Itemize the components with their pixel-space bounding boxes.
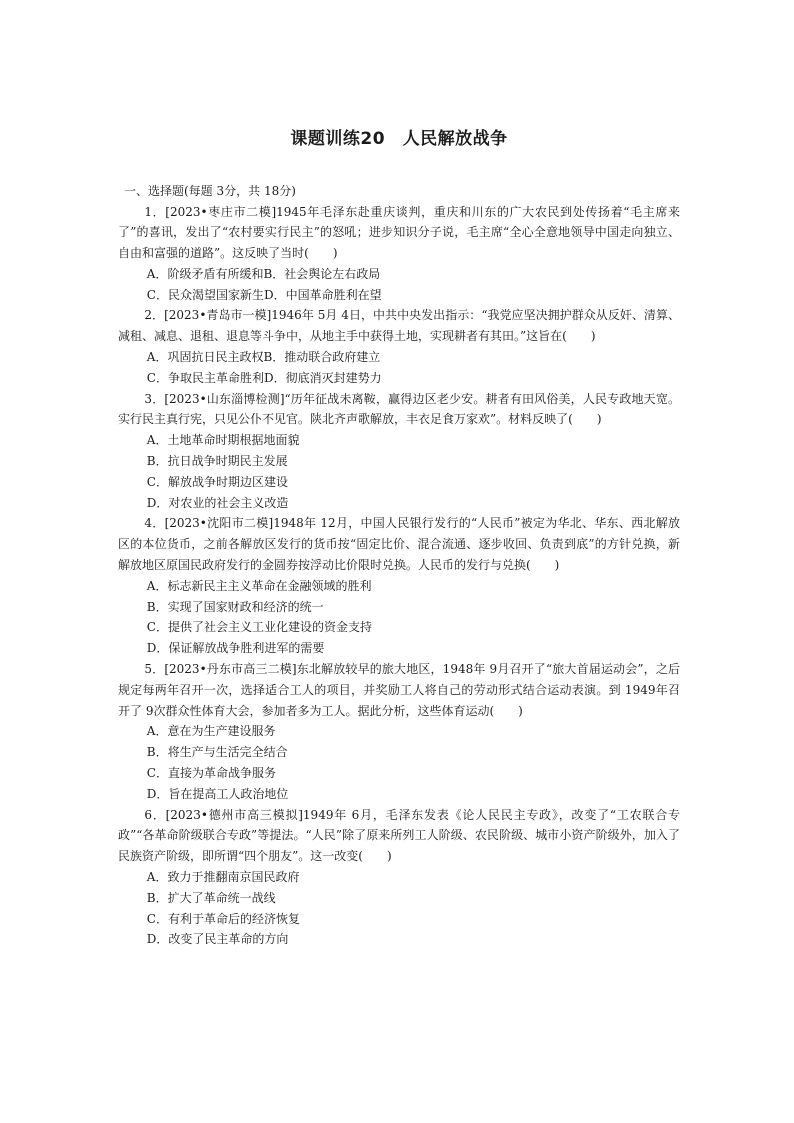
question-stem: 2．[2023•青岛市一模]1946年 5月 4日，中共中央发出指示：“我党应坚决拥护群众从反奸、清算、减租、减息、退租、退息等斗争中，从地主手中获得土地，实现耕者有其田。”这旨在( ) <box>118 308 680 344</box>
question-stem: 1．[2023•枣庄市二模]1945年毛泽东赴重庆谈判，重庆和川东的广大农民到处传扬着“毛主席来了”的喜讯，发出了“农村要实行民主”的怒吼；进步知识分子说，毛主席“全心全意地领导中国走向独立、自由和富强的道路”。这反映了当时( ) <box>118 204 680 261</box>
option-d: D．改变了民主革命的方向 <box>146 932 289 947</box>
question-stem: 5．[2023•丹东市高三二模]东北解放较早的旅大地区，1948年 9月召开了“旅大首届运动会”，之后规定每两年召开一次，选择适合工人的项目，并奖励工人将自己的劳动形式结合运动表演。到 1949年召开了 9次群众性体育大会，参加者多为工人。据此分析，这些体育运动( ) <box>118 662 680 718</box>
option-a: A．标志新民主主义革命在金融领域的胜利 <box>146 578 372 593</box>
option-c: C．提供了社会主义工业化建设的资金支持 <box>146 620 372 635</box>
option-d: D．对农业的社会主义改造 <box>146 495 289 510</box>
option-line: C．民众渴望国家新生D．中国革命胜利在望 <box>146 287 382 302</box>
section-heading: 一、选择题(每题 3分，共 18分) <box>124 184 296 198</box>
option-d: D．旨在提高工人政治地位 <box>146 786 289 801</box>
question-2 <box>118 305 680 388</box>
document-title: 课题训练20 人民解放战争 <box>290 129 508 149</box>
option-b: B．抗日战争时期民主发展 <box>146 454 288 469</box>
option-c: C．直接为革命战争服务 <box>146 766 276 781</box>
question-6 <box>118 805 680 951</box>
option-a: A．致力于推翻南京国民政府 <box>146 870 300 884</box>
question-stem: 6．[2023•德州市高三模拟]1949年 6月，毛泽东发表《论人民民主专政》，改变了“工农联合专政”“各革命阶级联合专政”等提法。“人民”除了原来所列工人阶级、农民阶级、城市小资产阶级外，加入了民族资产阶级，即所谓“四个朋友”。这一改变( ) <box>118 807 680 864</box>
document-page <box>118 124 680 950</box>
option-line: C．争取民主革命胜利D．彻底消灭封建势力 <box>146 370 382 385</box>
option-line: A．阶级矛盾有所缓和B．社会舆论左右政局 <box>146 266 381 281</box>
option-line: A．巩固抗日民主政权B．推动联合政府建立 <box>146 350 381 365</box>
question-stem: 3．[2023•山东淄博检测]“历年征战未离鞍，赢得边区老少安。耕者有田风俗美，人民专政地天宽。实行民主真行宪，只见公仆不见官。陕北齐声歌解放，丰衣足食万家欢”。材料反映了( ) <box>118 391 680 427</box>
question-5 <box>118 659 680 805</box>
option-c: C．有利于革命后的经济恢复 <box>146 911 300 926</box>
question-4 <box>118 513 680 659</box>
option-d: D．保证解放战争胜利进军的需要 <box>146 641 325 656</box>
question-stem: 4．[2023•沈阳市二模]1948年 12月，中国人民银行发行的“人民币”被定为华北、华东、西北解放区的本位货币，之前各解放区发行的货币按“固定比价、混合流通、逐步收回、负责到底”的方针兑换，新解放地区原国民政府发行的金圆券按浮动比价限时兑换。人民币的发行与兑换( ) <box>118 516 680 573</box>
question-1 <box>118 202 680 306</box>
option-b: B．扩大了革命统一战线 <box>146 890 276 905</box>
option-a: A．土地革命时期根据地面貌 <box>146 433 300 448</box>
option-a: A．意在为生产建设服务 <box>146 724 276 739</box>
option-b: B．将生产与生活完全结合 <box>146 745 288 760</box>
question-3 <box>118 389 680 514</box>
option-c: C．解放战争时期边区建设 <box>146 474 288 489</box>
option-b: B．实现了国家财政和经济的统一 <box>146 599 324 614</box>
